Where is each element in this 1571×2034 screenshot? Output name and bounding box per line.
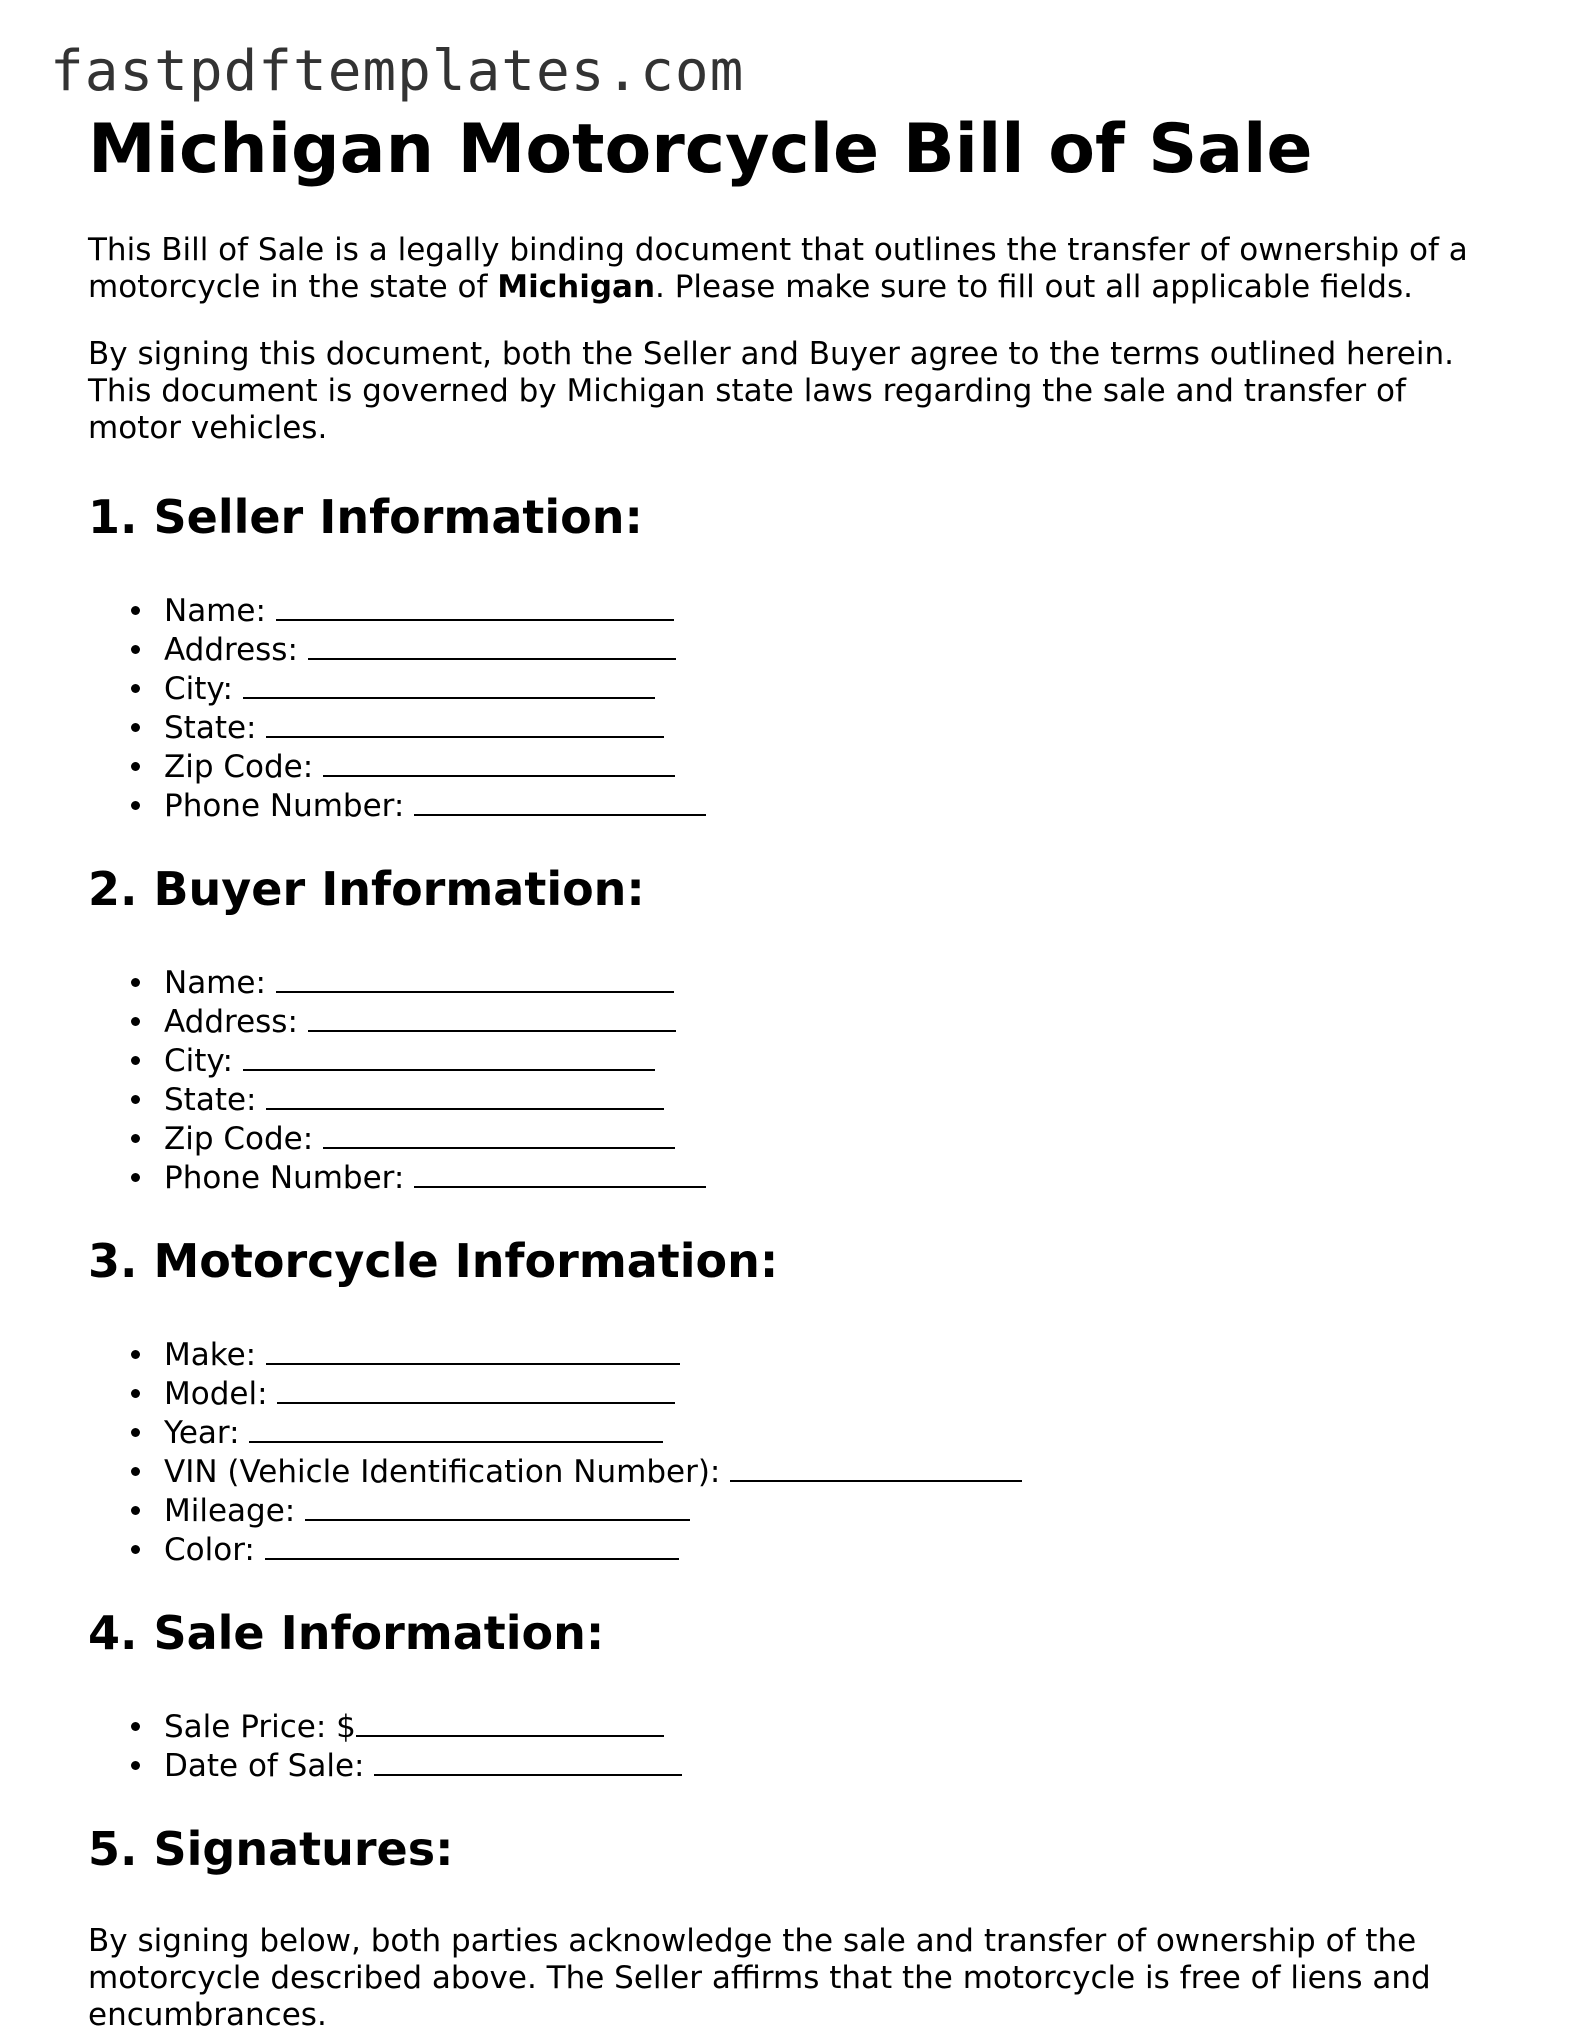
field-label: Make: (164, 1337, 257, 1373)
seller-address-field (88, 630, 1488, 669)
buyer-state-blank[interactable] (266, 1080, 664, 1110)
seller-name-blank[interactable] (276, 591, 674, 621)
field-label: City: (164, 671, 233, 707)
signatures-paragraph: By signing below, both parties acknowledge the sale and transfer of ownership of the motorcycle described above. The Seller affirms that the motorcycle is free of liens and encumbrances. (88, 1923, 1431, 2033)
motorcycle-make-blank[interactable] (266, 1335, 680, 1365)
seller-field-list (88, 591, 1488, 825)
sale-field-list (88, 1707, 1488, 1785)
field-label: Phone Number: (164, 788, 405, 824)
buyer-phone-field (88, 1158, 1488, 1197)
intro-text-after: . Please make sure to fill out all applicable fields. (655, 269, 1413, 305)
field-label: Name: (164, 593, 266, 629)
field-label: Name: (164, 965, 266, 1001)
seller-address-blank[interactable] (308, 630, 676, 660)
buyer-city-blank[interactable] (243, 1041, 655, 1071)
intro-text-before: This Bill of Sale is a legally binding document that outlines the transfer of ownership of a motorcycle in the state of (88, 232, 1468, 305)
motorcycle-model-field (88, 1374, 1488, 1413)
motorcycle-year-blank[interactable] (249, 1413, 663, 1443)
sale-date-field (88, 1746, 1488, 1785)
motorcycle-mileage-blank[interactable] (305, 1491, 690, 1521)
field-label: Date of Sale: (164, 1748, 365, 1784)
buyer-state-field (88, 1080, 1488, 1119)
intro-paragraph-2: By signing this document, both the Seller and Buyer agree to the terms outlined herein. This document is governed by Michigan state laws regarding the sale and transfer of motor vehicles. (88, 336, 1454, 446)
field-label: Color: (164, 1532, 255, 1568)
intro-state-name: Michigan (497, 269, 656, 305)
sale-price-field (88, 1707, 1488, 1746)
field-label: Model: (164, 1376, 268, 1412)
motorcycle-field-list (88, 1335, 1488, 1569)
field-label: State: (164, 1082, 257, 1118)
sale-price-blank[interactable] (356, 1707, 664, 1737)
field-label: Address: (164, 1004, 298, 1040)
motorcycle-color-blank[interactable] (265, 1530, 679, 1560)
buyer-address-field (88, 1002, 1488, 1041)
motorcycle-mileage-field (88, 1491, 1488, 1530)
seller-city-blank[interactable] (243, 669, 655, 699)
buyer-zip-blank[interactable] (323, 1119, 675, 1149)
field-label: Mileage: (164, 1493, 296, 1529)
field-label: Sale Price: $ (164, 1709, 356, 1745)
seller-city-field (88, 669, 1488, 708)
buyer-address-blank[interactable] (308, 1002, 676, 1032)
seller-state-blank[interactable] (266, 708, 664, 738)
buyer-phone-blank[interactable] (414, 1158, 706, 1188)
motorcycle-section-heading: 3. Motorcycle Information: (88, 1234, 779, 1288)
motorcycle-vin-blank[interactable] (730, 1452, 1022, 1482)
field-label: City: (164, 1043, 233, 1079)
field-label: Zip Code: (164, 749, 314, 785)
field-label: Phone Number: (164, 1160, 405, 1196)
seller-zip-field (88, 747, 1488, 786)
buyer-name-field (88, 963, 1488, 1002)
watermark: fastpdftemplates.com (50, 39, 745, 104)
buyer-section-heading: 2. Buyer Information: (88, 862, 645, 916)
sale-date-blank[interactable] (374, 1746, 682, 1776)
seller-state-field (88, 708, 1488, 747)
motorcycle-color-field (88, 1530, 1488, 1569)
field-label: Zip Code: (164, 1121, 314, 1157)
document-title: Michigan Motorcycle Bill of Sale (88, 110, 1313, 189)
signatures-section-heading: 5. Signatures: (88, 1822, 454, 1876)
seller-name-field (88, 591, 1488, 630)
motorcycle-vin-field (88, 1452, 1488, 1491)
field-label: State: (164, 710, 257, 746)
motorcycle-year-field (88, 1413, 1488, 1452)
motorcycle-make-field (88, 1335, 1488, 1374)
field-label: VIN (Vehicle Identification Number): (164, 1454, 721, 1490)
buyer-name-blank[interactable] (276, 963, 674, 993)
buyer-city-field (88, 1041, 1488, 1080)
seller-phone-field (88, 786, 1488, 825)
buyer-field-list (88, 963, 1488, 1197)
buyer-zip-field (88, 1119, 1488, 1158)
field-label: Address: (164, 632, 298, 668)
seller-phone-blank[interactable] (414, 786, 706, 816)
document-page (88, 110, 1488, 2034)
seller-section-heading: 1. Seller Information: (88, 490, 643, 544)
seller-zip-blank[interactable] (323, 747, 675, 777)
motorcycle-model-blank[interactable] (277, 1374, 675, 1404)
intro-paragraph-1 (88, 232, 1488, 306)
field-label: Year: (164, 1415, 240, 1451)
sale-section-heading: 4. Sale Information: (88, 1606, 605, 1660)
